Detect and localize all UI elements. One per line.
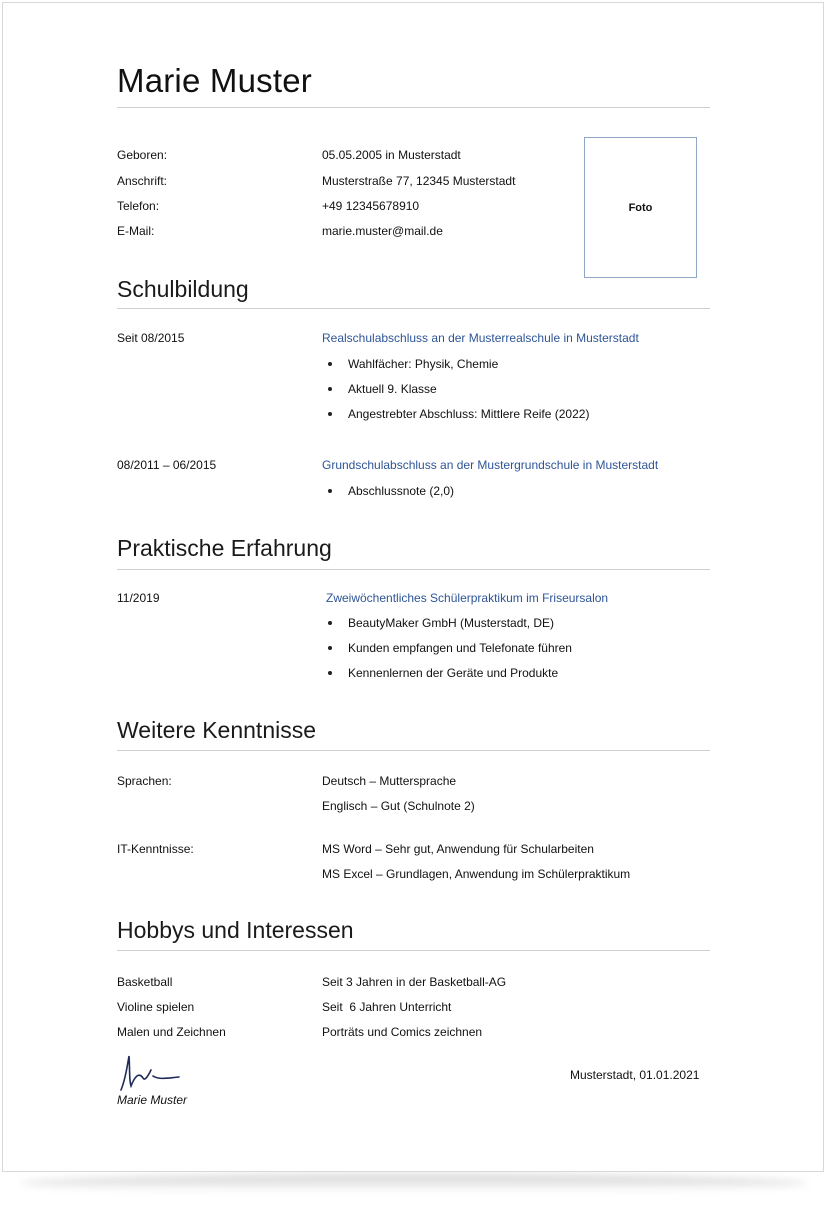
- skill-line: MS Excel – Grundlagen, Anwendung im Schülerpraktikum: [322, 867, 631, 881]
- skill-line: Deutsch – Muttersprache: [322, 774, 457, 788]
- photo-label: Foto: [628, 201, 653, 214]
- email-label: E-Mail:: [117, 224, 155, 238]
- hobby-value: Porträts und Comics zeichnen: [322, 1025, 483, 1039]
- signature-name: Marie Muster: [117, 1093, 188, 1107]
- birth-label: Geboren:: [117, 148, 168, 162]
- page-shadow: [20, 1174, 808, 1192]
- entry-title: Zweiwöchentliches Schülerpraktikum im Friseursalon: [326, 591, 609, 605]
- bullet-item: Wahlfächer: Physik, Chemie: [348, 357, 499, 371]
- section-heading-praxis: Praktische Erfahrung: [117, 535, 332, 561]
- hobby-label: Malen und Zeichnen: [117, 1025, 226, 1039]
- email-value: marie.muster@mail.de: [322, 224, 443, 238]
- section-heading-hobbys: Hobbys und Interessen: [117, 917, 354, 943]
- hobby-value: Seit 3 Jahren in der Basketball-AG: [322, 975, 507, 989]
- entry-title: Realschulabschluss an der Musterrealschule in Musterstadt: [322, 331, 639, 345]
- section-divider: [117, 750, 710, 751]
- entry-title: Grundschulabschluss an der Mustergrundschule in Musterstadt: [322, 458, 659, 472]
- bullet-item: Abschlussnote (2,0): [348, 484, 455, 498]
- skill-line: MS Word – Sehr gut, Anwendung für Schularbeiten: [322, 842, 594, 856]
- hobby-label: Violine spielen: [117, 1000, 195, 1014]
- bullet-item: Aktuell 9. Klasse: [348, 382, 437, 396]
- section-divider: [117, 950, 710, 951]
- entry-date: Seit 08/2015: [117, 331, 185, 345]
- hobby-value: Seit 6 Jahren Unterricht: [322, 1000, 452, 1014]
- birth-value: 05.05.2005 in Musterstadt: [322, 148, 461, 162]
- hobby-label: Basketball: [117, 975, 173, 989]
- photo-placeholder: [584, 137, 697, 278]
- signature-scribble: [115, 1050, 185, 1096]
- bullet-item: Angestrebter Abschluss: Mittlere Reife (2022): [348, 407, 590, 421]
- phone-value: +49 12345678910: [322, 199, 420, 213]
- entry-date: 11/2019: [117, 591, 160, 605]
- entry-date: 08/2011 – 06/2015: [117, 458, 217, 472]
- skill-group-label: Sprachen:: [117, 774, 172, 788]
- page-title: Marie Muster: [117, 62, 312, 99]
- section-heading-kenntnisse: Weitere Kenntnisse: [117, 717, 317, 743]
- section-divider: [117, 308, 710, 309]
- skill-line: Englisch – Gut (Schulnote 2): [322, 799, 475, 813]
- place-date: Musterstadt, 01.01.2021: [570, 1068, 700, 1082]
- title-divider: [117, 107, 710, 108]
- address-label: Anschrift:: [117, 174, 168, 188]
- bullet-item: Kunden empfangen und Telefonate führen: [348, 641, 572, 655]
- bullet-item: BeautyMaker GmbH (Musterstadt, DE): [348, 616, 555, 630]
- bullet-item: Kennenlernen der Geräte und Produkte: [348, 666, 559, 680]
- section-heading-schulbildung: Schulbildung: [117, 276, 249, 302]
- skill-group-label: IT-Kenntnisse:: [117, 842, 194, 856]
- section-divider: [117, 569, 710, 570]
- address-value: Musterstraße 77, 12345 Musterstadt: [322, 174, 516, 188]
- phone-label: Telefon:: [117, 199, 160, 213]
